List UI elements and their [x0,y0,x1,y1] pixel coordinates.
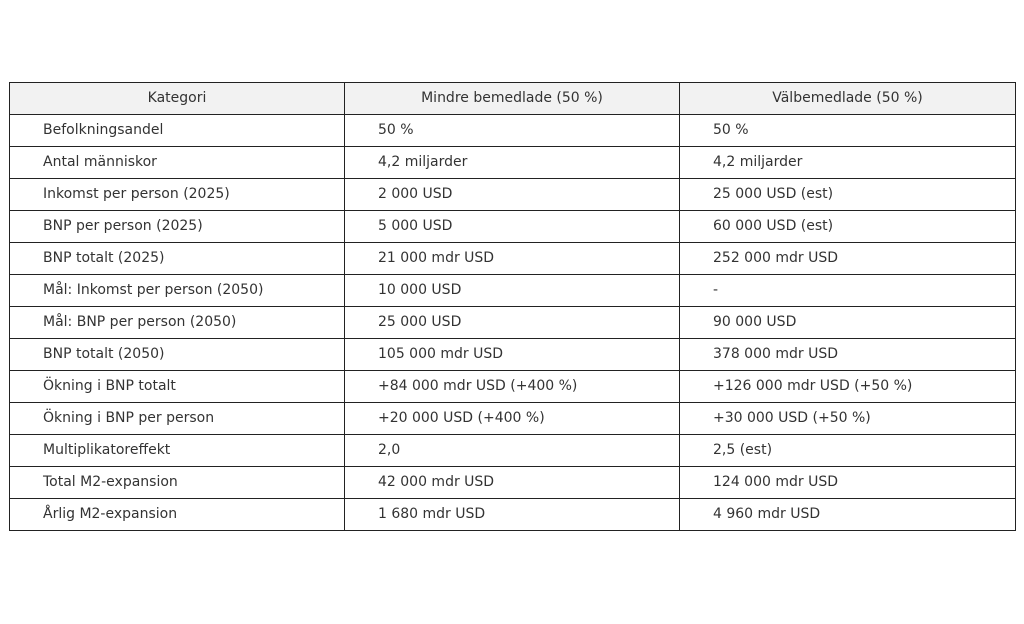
table-row [10,371,1016,403]
row-value-valbemedlade: 50 % [680,115,1016,147]
row-value-valbemedlade: 4,2 miljarder [680,147,1016,179]
table-row [10,275,1016,307]
row-value-valbemedlade: 25 000 USD (est) [680,179,1016,211]
row-value-mindre: 21 000 mdr USD [345,243,680,275]
row-value-mindre: 2,0 [345,435,680,467]
row-category: Mål: BNP per person (2050) [10,307,345,339]
row-value-mindre: 50 % [345,115,680,147]
row-category: Årlig M2-expansion [10,499,345,531]
row-value-mindre: 42 000 mdr USD [345,467,680,499]
row-value-valbemedlade: 124 000 mdr USD [680,467,1016,499]
row-category: Befolkningsandel [10,115,345,147]
table-row [10,307,1016,339]
row-value-valbemedlade: - [680,275,1016,307]
row-value-mindre: +84 000 mdr USD (+400 %) [345,371,680,403]
row-value-valbemedlade: 90 000 USD [680,307,1016,339]
table-row [10,435,1016,467]
row-value-valbemedlade: 2,5 (est) [680,435,1016,467]
table-header-row [10,83,1016,115]
row-value-valbemedlade: 252 000 mdr USD [680,243,1016,275]
row-value-mindre: 25 000 USD [345,307,680,339]
table-row [10,243,1016,275]
row-category: Ökning i BNP per person [10,403,345,435]
row-category: BNP totalt (2025) [10,243,345,275]
row-value-valbemedlade: +30 000 USD (+50 %) [680,403,1016,435]
row-value-mindre: 105 000 mdr USD [345,339,680,371]
row-value-mindre: 4,2 miljarder [345,147,680,179]
row-category: Total M2-expansion [10,467,345,499]
row-value-valbemedlade: +126 000 mdr USD (+50 %) [680,371,1016,403]
row-category: Ökning i BNP totalt [10,371,345,403]
row-category: Inkomst per person (2025) [10,179,345,211]
row-category: BNP per person (2025) [10,211,345,243]
row-category: Antal människor [10,147,345,179]
table-row [10,403,1016,435]
header-mindre-bemedlade: Mindre bemedlade (50 %) [345,83,680,115]
row-category: Mål: Inkomst per person (2050) [10,275,345,307]
row-value-mindre: 10 000 USD [345,275,680,307]
row-value-valbemedlade: 378 000 mdr USD [680,339,1016,371]
row-value-mindre: 1 680 mdr USD [345,499,680,531]
table-row [10,211,1016,243]
row-value-mindre: 5 000 USD [345,211,680,243]
data-table [9,82,1016,531]
row-category: Multiplikatoreffekt [10,435,345,467]
table-row [10,179,1016,211]
header-kategori: Kategori [10,83,345,115]
row-value-valbemedlade: 4 960 mdr USD [680,499,1016,531]
header-valbemedlade: Välbemedlade (50 %) [680,83,1016,115]
table-row [10,467,1016,499]
table-row [10,147,1016,179]
table-row [10,115,1016,147]
row-value-mindre: +20 000 USD (+400 %) [345,403,680,435]
row-value-valbemedlade: 60 000 USD (est) [680,211,1016,243]
table-row [10,339,1016,371]
row-category: BNP totalt (2050) [10,339,345,371]
table-row [10,499,1016,531]
row-value-mindre: 2 000 USD [345,179,680,211]
